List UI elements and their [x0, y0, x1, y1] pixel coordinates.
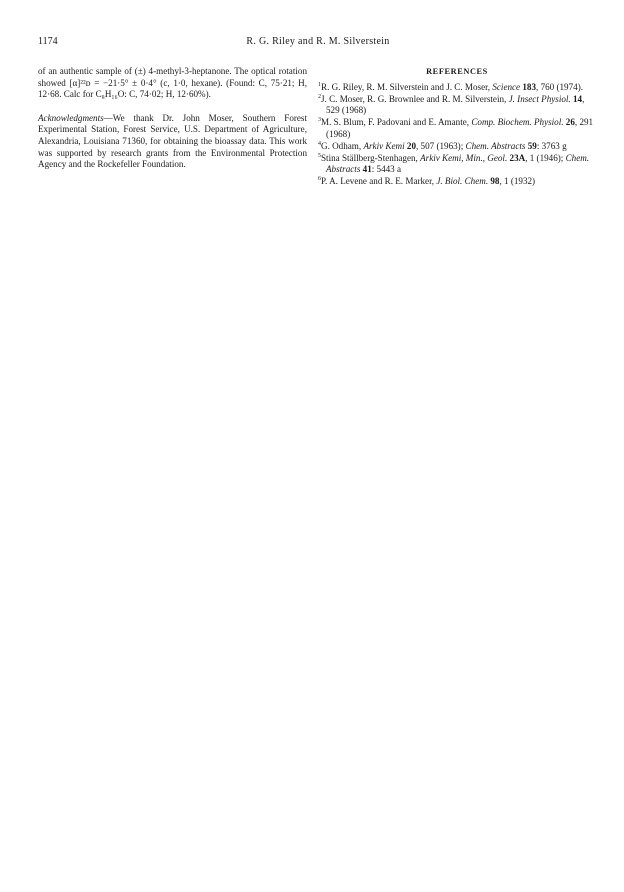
experimental-paragraph: of an authentic sample of (±) 4-methyl-3-heptanone. The optical rotation showed [α]²²ᴅ = −21·5° ± 0·4° (c, 1·0, hexane). (Found: C, 75·21; H, 12·68. Calc for C₈H₁₆O: C, 74·02; H, 12·60%).	[38, 66, 307, 100]
reference-journal: Chem. Abstracts	[326, 152, 590, 175]
references-title: REFERENCES	[426, 67, 488, 76]
reference-pages: : 5443 a	[371, 164, 402, 175]
reference-item	[318, 176, 596, 188]
reference-authors: J. C. Moser, R. G. Brownlee and R. M. Silverstein,	[321, 93, 509, 104]
reference-item	[318, 117, 596, 140]
acknowledgments-heading: Acknowledgments	[38, 112, 104, 123]
reference-volume: 98	[490, 176, 500, 187]
reference-journal: Arkiv Kemi	[363, 140, 405, 151]
reference-authors: P. A. Levene and R. E. Marker,	[321, 176, 437, 187]
reference-number: 4	[318, 140, 321, 147]
acknowledgments-text: —We thank Dr. John Moser, Southern Forest Experimental Station, Forest Service, U.S. Department of Agriculture, Alexandria, Louisiana 71360, for obtaining the bioassay data. This work was supported by research grants from the Environmental Protection Agency and the Rockefeller Foundation.	[38, 112, 307, 170]
reference-volume: 183	[522, 81, 537, 92]
reference-item	[318, 94, 596, 117]
reference-volume: 26	[565, 117, 575, 128]
reference-authors: G. Odham,	[321, 140, 364, 151]
reference-pages: , 507 (1963);	[415, 140, 466, 151]
reference-journal: Comp. Biochem. Physiol.	[471, 117, 564, 128]
reference-volume: 20	[406, 140, 416, 151]
reference-number: 1	[318, 81, 321, 88]
page-header	[38, 36, 598, 50]
reference-authors: Stina Ställberg-Stenhagen,	[321, 152, 421, 163]
reference-volume: 41	[362, 164, 372, 175]
running-head: R. G. Riley and R. M. Silverstein	[246, 36, 390, 47]
reference-list	[318, 82, 596, 188]
reference-authors: R. G. Riley, R. M. Silverstein and J. C. Moser,	[321, 81, 493, 92]
reference-journal: Arkiv Kemi, Min., Geol.	[420, 152, 508, 163]
reference-number: 5	[318, 152, 321, 159]
reference-number: 6	[318, 176, 321, 183]
reference-number: 3	[318, 117, 321, 124]
reference-pages: , 760 (1974).	[536, 81, 583, 92]
reference-item	[318, 82, 596, 94]
reference-volume: 59	[527, 140, 537, 151]
reference-journal: J. Biol. Chem.	[436, 176, 489, 187]
reference-number: 2	[318, 93, 321, 100]
reference-pages: , 1 (1946);	[525, 152, 566, 163]
acknowledgments-paragraph	[38, 113, 307, 171]
reference-journal: J. Insect Physiol.	[508, 93, 571, 104]
reference-volume: 14	[572, 93, 583, 104]
reference-journal: Science	[492, 81, 521, 92]
reference-pages: , 291 (1968)	[326, 117, 594, 139]
reference-journal: Chem. Abstracts	[465, 140, 526, 151]
reference-authors: M. S. Blum, F. Padovani and E. Amante,	[321, 117, 472, 128]
reference-pages: : 3763 g	[536, 140, 567, 151]
reference-pages: , 1 (1932)	[499, 176, 536, 187]
reference-item	[318, 153, 596, 176]
reference-item	[318, 141, 596, 153]
references-section	[318, 66, 596, 188]
reference-volume: 23A	[509, 152, 526, 163]
page-number: 1174	[38, 36, 58, 47]
reference-pages: , 529 (1968)	[326, 93, 585, 116]
left-column	[38, 66, 307, 171]
